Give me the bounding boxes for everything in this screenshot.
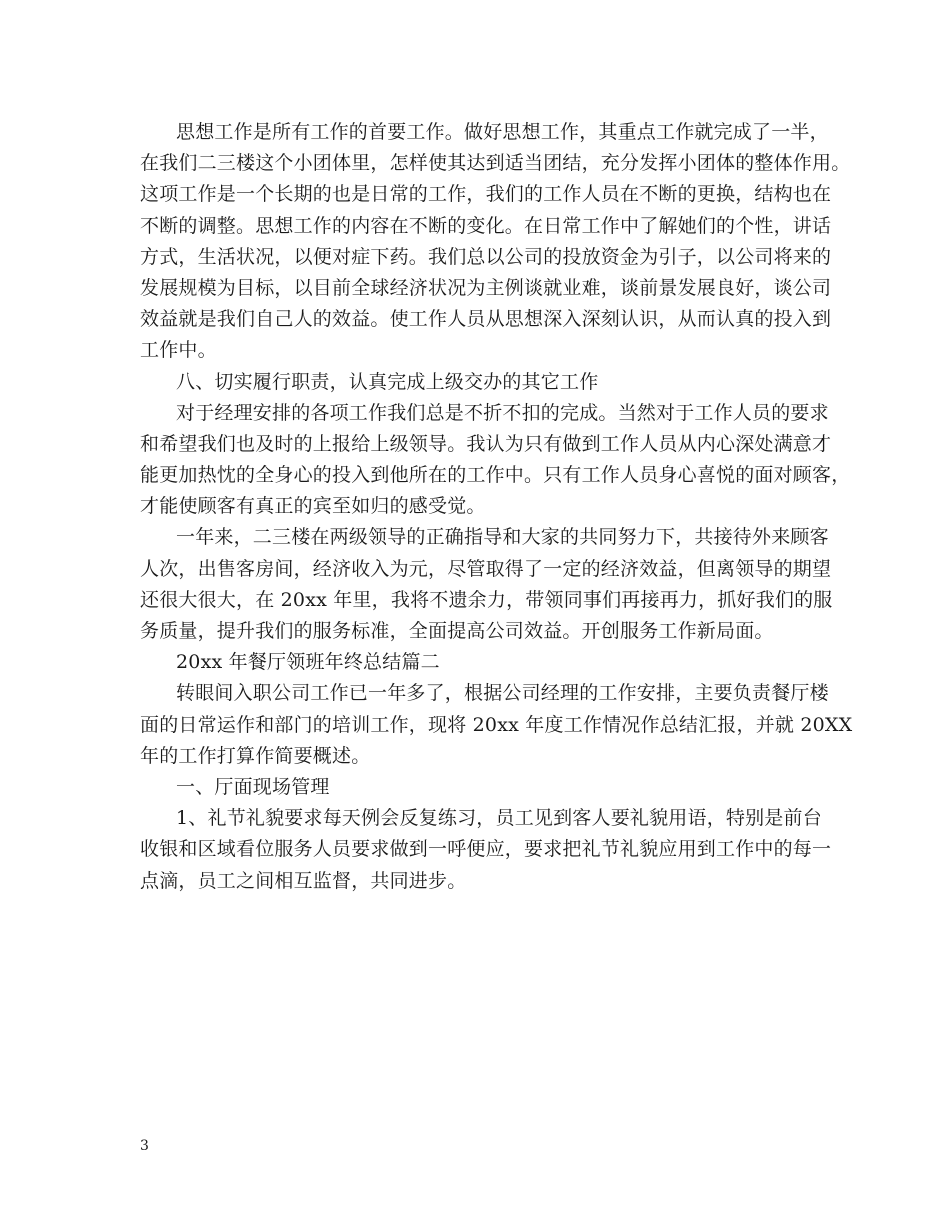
text-line: 这项工作是一个长期的也是日常的工作，我们的工作人员在不断的更换，结构也在 (140, 183, 832, 206)
text-line: 人次，出售客房间，经济收入为元，尽管取得了一定的经济效益，但离领导的期望 (140, 557, 832, 580)
text-line: 一、厅面现场管理 (176, 775, 330, 798)
page-number: 3 (140, 1138, 149, 1154)
text-line: 还很大很大，在 20xx 年里，我将不遗余力，带领同事们再接再力，抓好我们的服 (140, 588, 833, 611)
text-line: 思想工作是所有工作的首要工作。做好思想工作，其重点工作就完成了一半， (176, 121, 829, 143)
text-line: 面的日常运作和部门的培训工作，现将 20xx 年度工作情况作总结汇报，并就 20XX (140, 713, 853, 736)
text-line: 20xx 年餐厅领班年终总结篇二 (176, 651, 440, 674)
text-line: 务质量，提升我们的服务标准，全面提高公司效益。开创服务工作新局面。 (140, 620, 774, 642)
text-line: 方式，生活状况，以便对症下药。我们总以公司的投放资金为引子，以公司将来的 (140, 245, 832, 268)
document-body (140, 117, 853, 897)
text-line: 八、切实履行职责，认真完成上级交办的其它工作 (176, 370, 599, 393)
text-line: 能更加热忱的全身心的投入到他所在的工作中。只有工作人员身心喜悦的面对顾客， (140, 464, 851, 487)
text-line: 才能使顾客有真正的宾至如归的感受觉。 (140, 495, 486, 518)
text-line: 一年来，二三楼在两级领导的正确指导和大家的共同努力下，共接待外来顾客 (176, 526, 829, 549)
text-line: 转眼间入职公司工作已一年多了，根据公司经理的工作安排，主要负责餐厅楼 (176, 682, 829, 705)
text-line: 1、礼节礼貌要求每天例会反复练习，员工见到客人要礼貌用语，特别是前台 (176, 807, 822, 830)
text-line: 发展规模为目标，以目前全球经济状况为主例谈就业难，谈前景发展良好，谈公司 (140, 276, 832, 299)
text-line: 在我们二三楼这个小团体里，怎样使其达到适当团结，充分发挥小团体的整体作用。 (140, 152, 851, 175)
text-line: 工作中。 (140, 339, 217, 362)
text-line: 收银和区域看位服务人员要求做到一呼便应，要求把礼节礼貌应用到工作中的每一 (140, 838, 832, 861)
text-line: 和希望我们也及时的上报给上级领导。我认为只有做到工作人员从内心深处满意才 (140, 432, 832, 455)
text-line: 点滴，员工之间相互监督，共同进步。 (140, 869, 467, 892)
text-line: 对于经理安排的各项工作我们总是不折不扣的完成。当然对于工作人员的要求 (176, 401, 829, 424)
text-line: 不断的调整。思想工作的内容在不断的变化。在日常工作中了解她们的个性，讲话 (140, 214, 832, 237)
text-line: 效益就是我们自己人的效益。使工作人员从思想深入深刻认识，从而认真的投入到 (140, 308, 832, 331)
text-line: 年的工作打算作简要概述。 (140, 744, 371, 767)
